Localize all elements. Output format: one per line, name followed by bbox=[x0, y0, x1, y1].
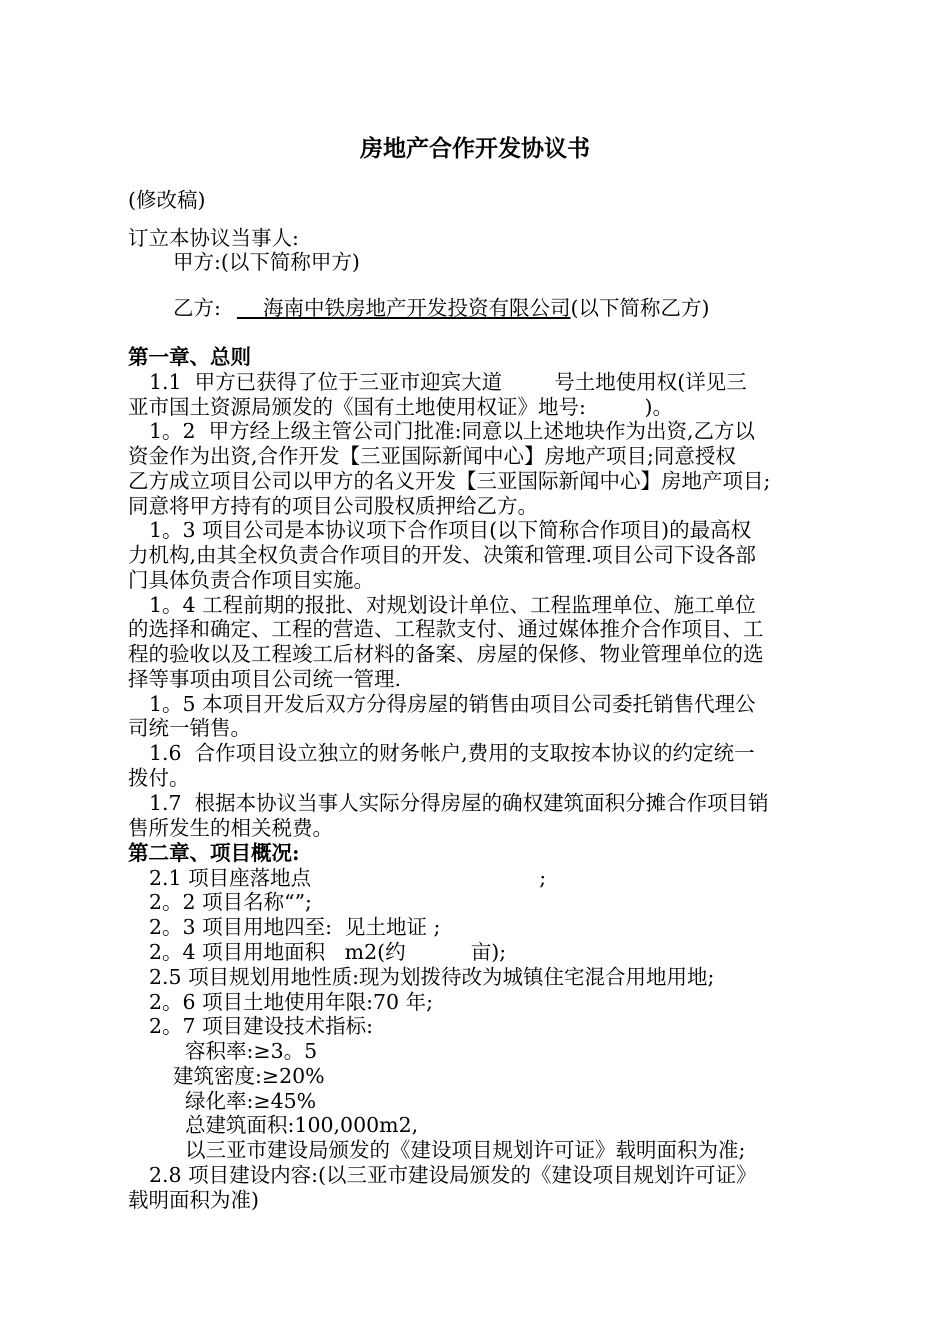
chapter2-line: 2。6 项目土地使用年限:70 年; bbox=[149, 990, 434, 1014]
chapter1-line: 同意将甲方持有的项目公司股权质押给乙方。 bbox=[128, 494, 538, 518]
chapter2-line: 2.8 项目建设内容:(以三亚市建设局颁发的《建设项目规划许可证》 bbox=[149, 1163, 757, 1187]
chapter2-line: 载明面积为准) bbox=[128, 1188, 259, 1212]
chapter2-line: 2。7 项目建设技术指标: bbox=[149, 1014, 374, 1038]
chapter2-line: 建筑密度:≥20% bbox=[173, 1064, 325, 1088]
chapter1-line: 1.6 合作项目设立独立的财务帐户,费用的支取按本协议的约定统一 bbox=[149, 741, 755, 765]
chapter1-line: 1.1 甲方已获得了位于三亚市迎宾大道 号土地使用权(详见三 bbox=[149, 370, 747, 394]
chapter1-line: 司统一销售。 bbox=[128, 716, 251, 740]
parties-intro: 订立本协议当事人: bbox=[128, 226, 299, 250]
party-b-suffix: (以下简称乙方) bbox=[570, 296, 710, 320]
chapter2-line: 2。3 项目用地四至: 见土地证 ; bbox=[149, 915, 441, 939]
chapter2-line: 2.5 项目规划用地性质:现为划拨待改为城镇住宅混合用地用地; bbox=[149, 965, 715, 989]
chapter1-line: 乙方成立项目公司以甲方的名义开发【三亚国际新闻中心】房地产项目; bbox=[128, 469, 771, 493]
chapter1-line: 1。5 本项目开发后双方分得房屋的销售由项目公司委托销售代理公 bbox=[149, 692, 756, 716]
chapter1-line: 资金作为出资,合作开发【三亚国际新闻中心】房地产项目;同意授权 bbox=[128, 444, 736, 468]
chapter1-line: 拨付。 bbox=[128, 766, 190, 790]
chapter2-line: 2。4 项目用地面积 m2(约 亩); bbox=[149, 940, 507, 964]
chapter1-line: 程的验收以及工程竣工后材料的备案、房屋的保修、物业管理单位的选 bbox=[128, 642, 764, 666]
chapter2-line: 容积率:≥3。5 bbox=[185, 1039, 318, 1063]
chapter1-line: 择等事项由项目公司统一管理. bbox=[128, 667, 402, 691]
chapter1-line: 1。2 甲方经上级主管公司门批准:同意以上述地块作为出资,乙方以 bbox=[149, 419, 756, 443]
party-b bbox=[173, 295, 710, 321]
chapter1-heading: 第一章、总则 bbox=[128, 345, 251, 369]
draft-note: (修改稿) bbox=[128, 188, 206, 212]
party-b-name: 海南中铁房地产开发投资有限公司 bbox=[236, 296, 571, 320]
chapter1-line: 售所发生的相关税费。 bbox=[128, 816, 333, 840]
chapter2-line: 2。2 项目名称“”; bbox=[149, 890, 312, 914]
chapter1-line: 的选择和确定、工程的营造、工程款支付、通过媒体推介合作项目、工 bbox=[128, 617, 764, 641]
chapter1-line: 力机构,由其全权负责合作项目的开发、决策和管理.项目公司下设各部 bbox=[128, 543, 757, 567]
chapter1-line: 亚市国土资源局颁发的《国有土地使用权证》地号: )。 bbox=[128, 395, 674, 419]
chapter1-line: 1。4 工程前期的报批、对规划设计单位、工程监理单位、施工单位 bbox=[149, 593, 756, 617]
chapter2-line: 总建筑面积:100,000m2, bbox=[185, 1113, 419, 1137]
document-title: 房地产合作开发协议书 bbox=[360, 135, 590, 162]
party-b-label: 乙方: bbox=[173, 296, 221, 320]
chapter1-line: 1.7 根据本协议当事人实际分得房屋的确权建筑面积分摊合作项目销 bbox=[149, 791, 769, 815]
chapter1-line: 1。3 项目公司是本协议项下合作项目(以下简称合作项目)的最高权 bbox=[149, 518, 752, 542]
chapter2-line: 绿化率:≥45% bbox=[185, 1089, 317, 1113]
chapter2-line: 2.1 项目座落地点 ; bbox=[149, 866, 547, 890]
chapter2-heading: 第二章、项目概况: bbox=[128, 841, 300, 865]
chapter2-line: 以三亚市建设局颁发的《建设项目规划许可证》载明面积为准; bbox=[185, 1138, 746, 1162]
chapter1-line: 门具体负责合作项目实施。 bbox=[128, 568, 374, 592]
party-a: 甲方:(以下简称甲方) bbox=[173, 250, 360, 274]
